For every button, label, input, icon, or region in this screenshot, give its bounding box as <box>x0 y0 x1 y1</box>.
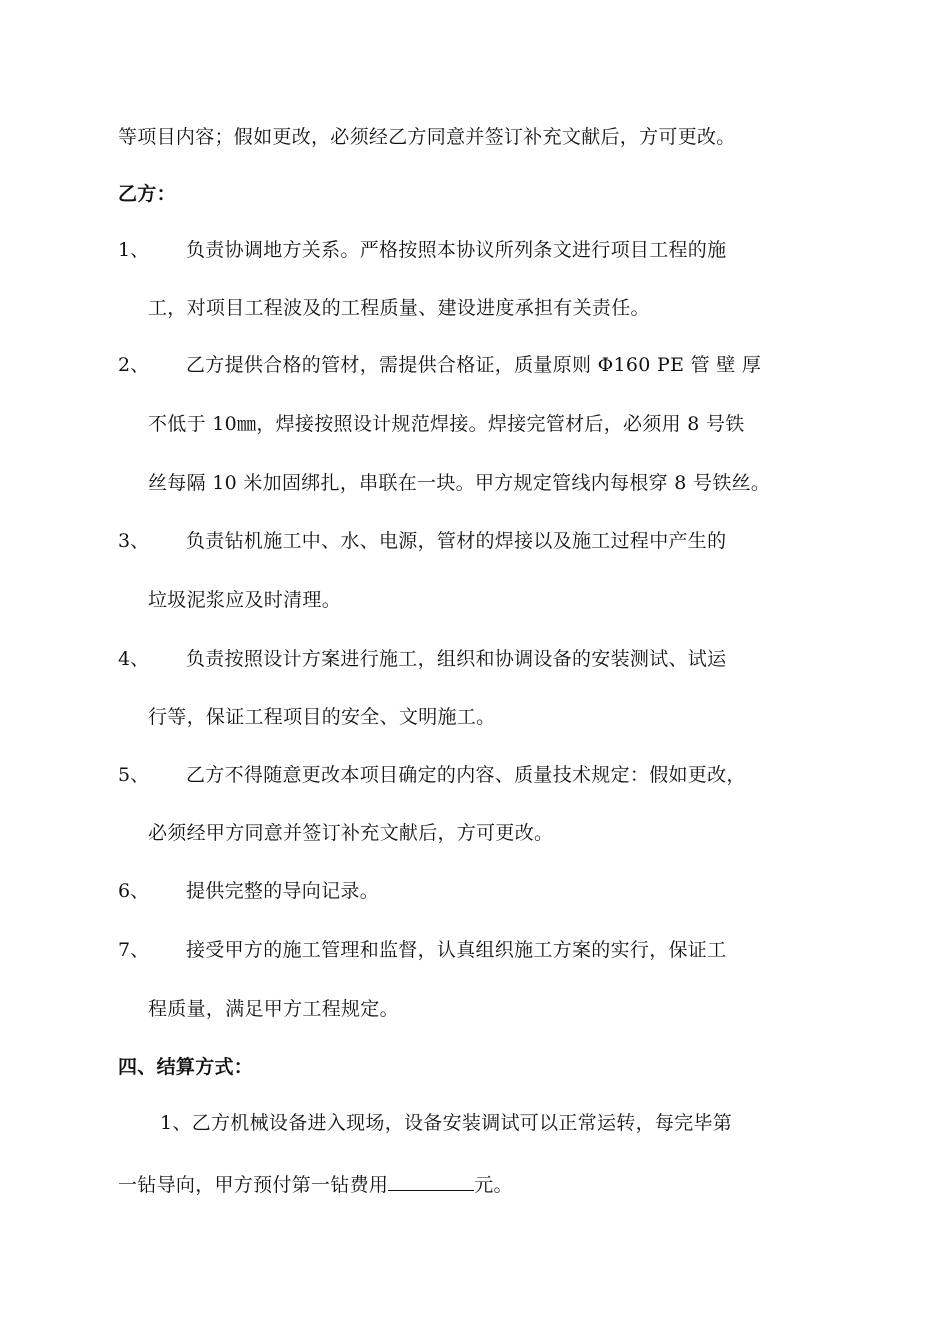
item-number: 1、 <box>118 239 150 261</box>
item-text: 负责按照设计方案进行施工，组织和协调设备的安装测试、试运 <box>186 648 727 670</box>
item-text: 负责钻机施工中、水、电源，管材的焊接以及施工过程中产生的 <box>186 530 727 552</box>
item-text: 负责协调地方关系。严格按照本协议所列条文进行项目工程的施 <box>186 239 727 261</box>
item-text: 提供完整的导向记录。 <box>186 880 380 902</box>
settlement-line-2-prefix: 一钻导向，甲方预付第一钻费用 <box>118 1174 389 1196</box>
amount-blank <box>388 1170 474 1191</box>
item-text: 接受甲方的施工管理和监督，认真组织施工方案的实行，保证工 <box>186 939 727 961</box>
item-text: 乙方提供合格的管材，需提供合格证，质量原则 Φ160 PE 管 壁 厚 <box>186 354 762 376</box>
item-number: 3、 <box>118 530 150 552</box>
item-text: 垃圾泥浆应及时清理。 <box>148 589 342 611</box>
party-b-heading: 乙方： <box>118 183 176 205</box>
item-text: 行等，保证工程项目的安全、文明施工。 <box>148 706 496 728</box>
item-number: 7、 <box>118 939 150 961</box>
section4-heading: 四、结算方式： <box>118 1056 254 1078</box>
item-text: 不低于 10㎜，焊接按照设计规范焊接。焊接完管材后，必须用 8 号铁 <box>148 413 745 435</box>
item-text: 必须经甲方同意并签订补充文献后，方可更改。 <box>148 822 554 844</box>
settlement-line-1: 1、乙方机械设备进入现场，设备安装调试可以正常运转，每完毕第 <box>160 1112 733 1134</box>
item-text: 丝每隔 10 米加固绑扎，串联在一块。甲方规定管线内每根穿 8 号铁丝。 <box>148 472 771 494</box>
item-text: 工，对项目工程波及的工程质量、建设进度承担有关责任。 <box>148 297 650 319</box>
item-number: 4、 <box>118 648 150 670</box>
intro-line: 等项目内容；假如更改，必须经乙方同意并签订补充文献后，方可更改。 <box>118 126 736 148</box>
settlement-line-2 <box>118 1170 513 1198</box>
item-text: 乙方不得随意更改本项目确定的内容、质量技术规定：假如更改， <box>186 764 746 786</box>
item-number: 5、 <box>118 764 150 786</box>
item-number: 6、 <box>118 880 150 902</box>
settlement-line-2-suffix: 元。 <box>474 1174 513 1196</box>
item-number: 2、 <box>118 354 150 376</box>
item-text: 程质量，满足甲方工程规定。 <box>148 998 399 1020</box>
